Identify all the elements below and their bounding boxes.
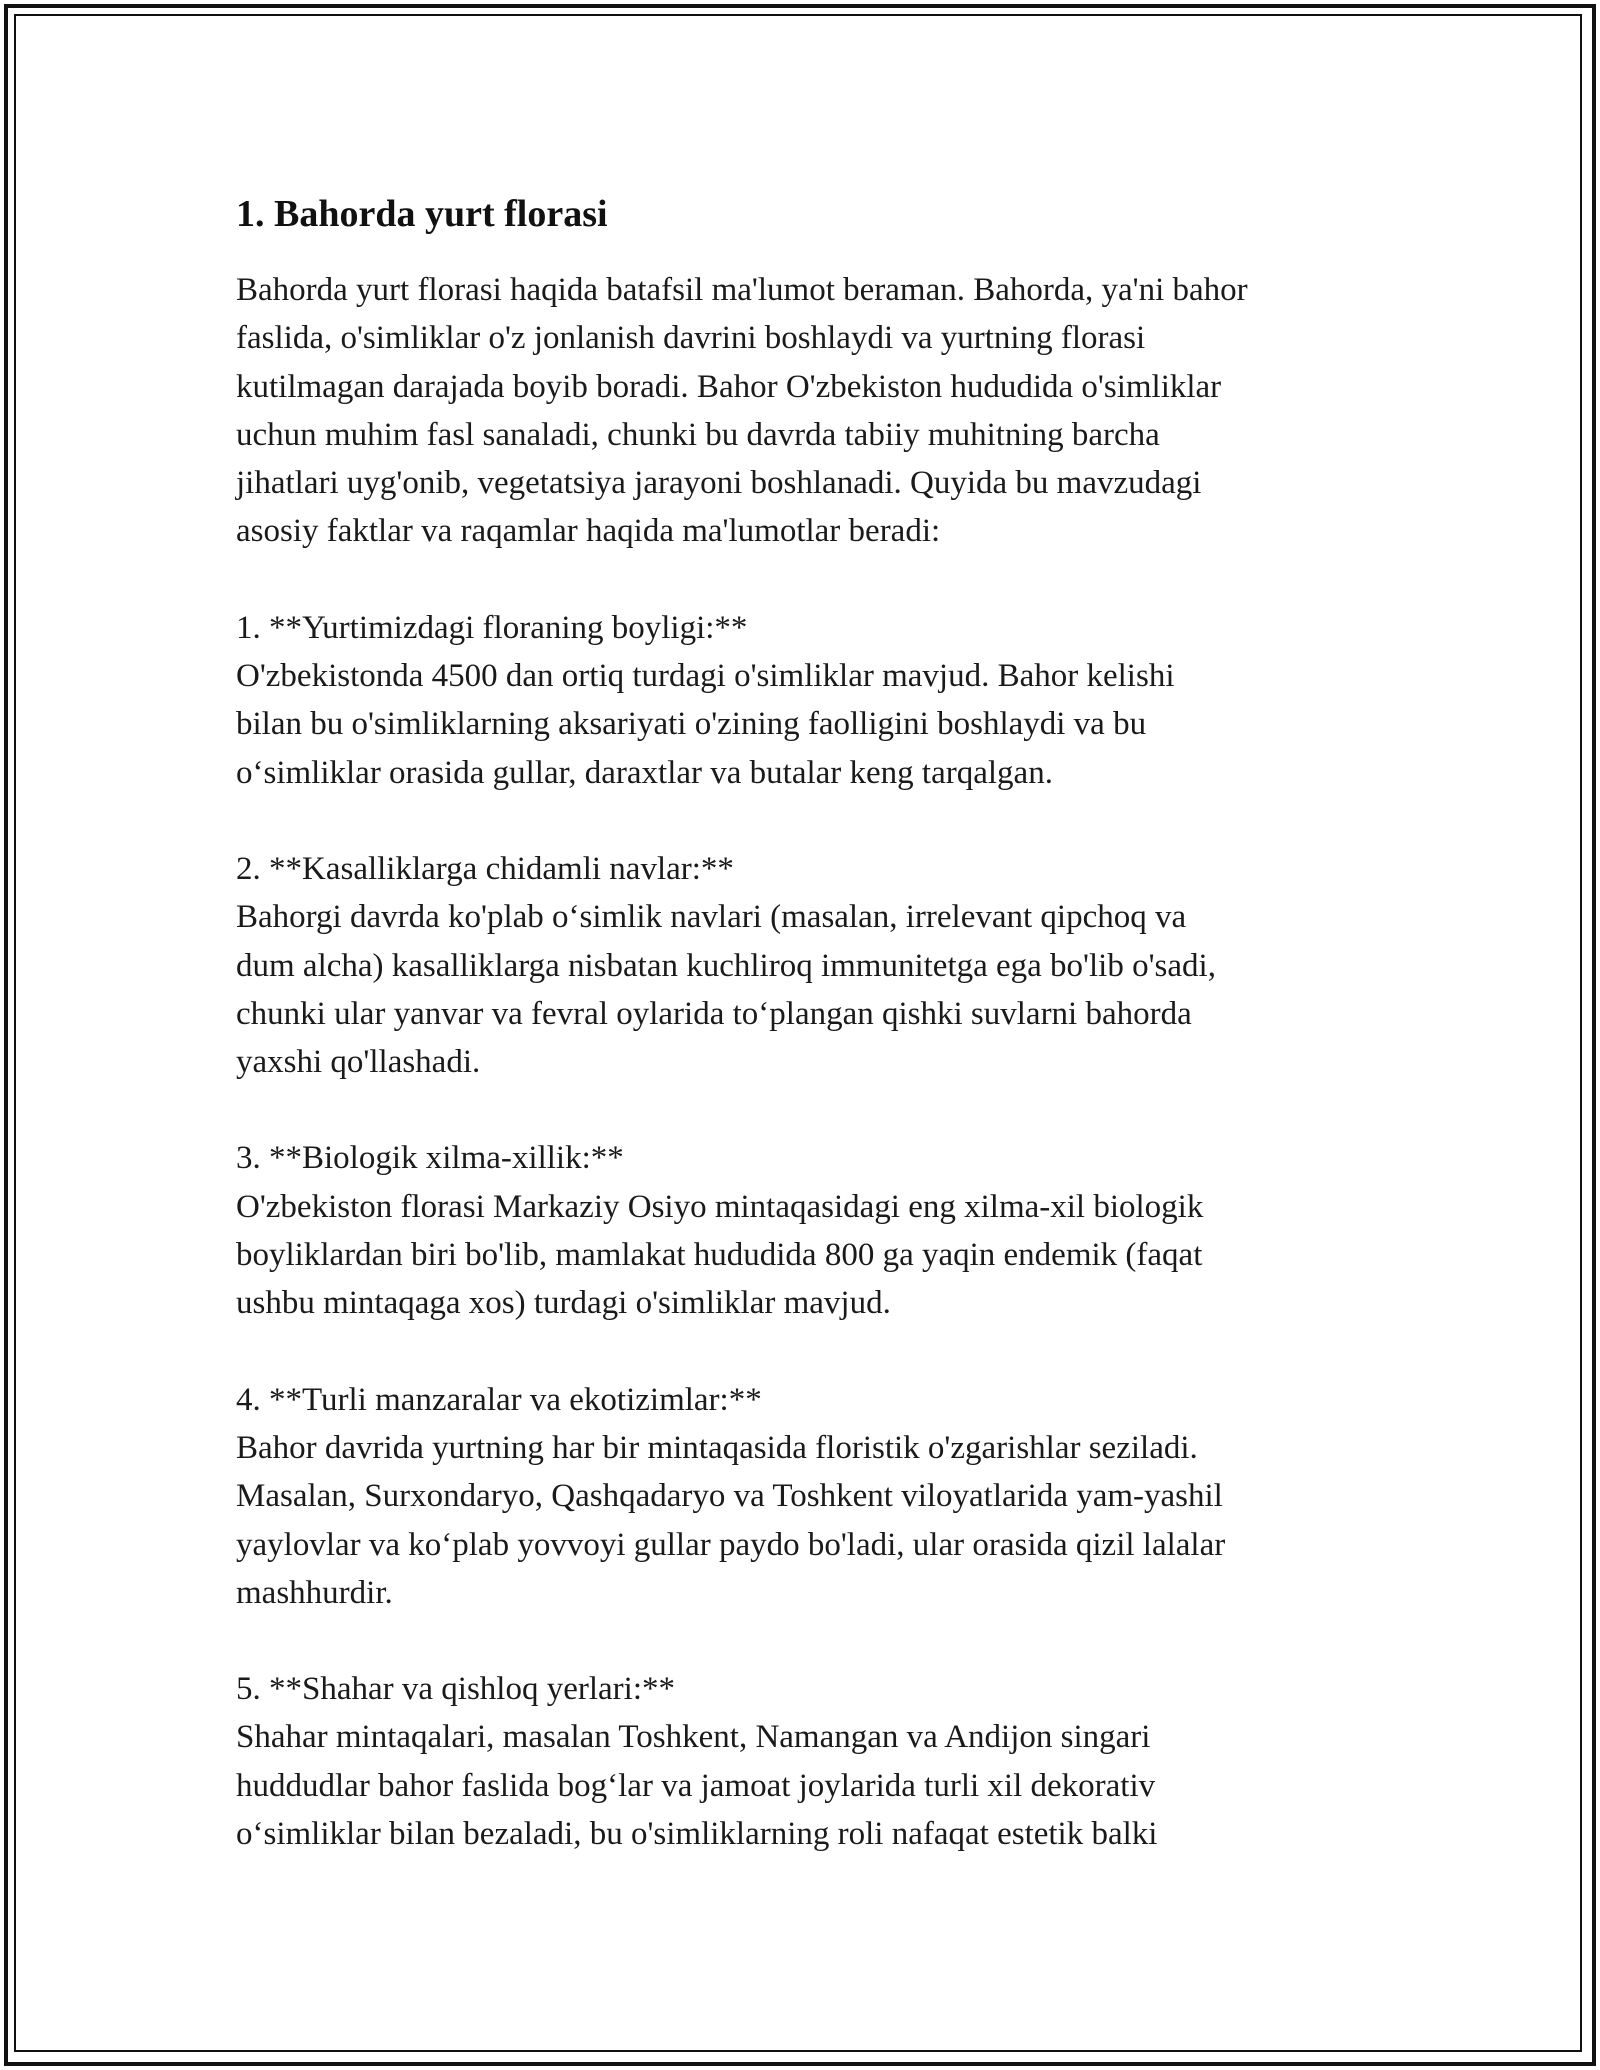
- list-item-heading: 2. **Kasalliklarga chidamli navlar:**: [236, 850, 734, 887]
- list-item: [236, 845, 1386, 1086]
- list-item-body: O'zbekistonda 4500 dan ortiq turdagi o'simliklar mavjud. Bahor kelishi bilan bu o'simliklarning aksariyati o'zining faolligini boshlaydi va bu o‘simliklar orasida gullar, daraxtlar va butalar keng tarqalgan.: [236, 658, 1175, 791]
- list-item-heading: 1. **Yurtimizdagi floraning boyligi:**: [236, 609, 748, 646]
- section-title: 1. Bahorda yurt florasi: [236, 193, 608, 235]
- list-item-heading: 5. **Shahar va qishloq yerlari:**: [236, 1671, 675, 1708]
- list-item-body: Bahor davrida yurtning har bir mintaqasida floristik o'zgarishlar seziladi. Masalan, Surxondaryo, Qashqadaryo va Toshkent viloyatlarida yam-yashil yaylovlar va ko‘plab yovvoyi gullar paydo bo'ladi, ular orasida qizil lalalar mashhurdir.: [236, 1429, 1226, 1611]
- list-item: [236, 1134, 1386, 1327]
- list-item: [236, 1665, 1386, 1858]
- list-item-body: Shahar mintaqalari, masalan Toshkent, Namangan va Andijon singari huddudlar bahor faslida bog‘lar va jamoat joylarida turli xil dekorativ o‘simliklar bilan bezaladi, bu o'simliklarning roli nafaqat estetik balki: [236, 1719, 1158, 1853]
- list-item-heading: 4. **Turli manzaralar va ekotizimlar:**: [236, 1381, 762, 1418]
- list-item-body: O'zbekiston florasi Markaziy Osiyo mintaqasidagi eng xilma-xil biologik boyliklardan biri bo'lib, mamlakat hududida 800 ga yaqin endemik (faqat ushbu mintaqaga xos) turdagi o'simliklar mavjud.: [236, 1188, 1204, 1322]
- list-item-heading: 3. **Biologik xilma-xillik:**: [236, 1140, 624, 1177]
- intro-paragraph: Bahorda yurt florasi haqida batafsil ma'lumot beraman. Bahorda, ya'ni bahor faslida, o'simliklar o'z jonlanish davrini boshlaydi va yurtning florasi kutilmagan darajada boyib boradi. Bahor O'zbekiston hududida o'simliklar uchun muhim fasl sanaladi, chunki bu davrda tabiiy muhitning barcha jihatlari uyg'onib, vegetatsiya jarayoni boshlanadi. Quyida bu mavzudagi asosiy faktlar va raqamlar haqida ma'lumotlar beradi:: [236, 272, 1248, 550]
- list-item: [236, 1376, 1386, 1617]
- list-item-body: Bahorgi davrda ko'plab o‘simlik navlari (masalan, irrelevant qipchoq va dum alcha) kasalliklarga nisbatan kuchliroq immunitetga ega bo'lib o'sadi, chunki ular yanvar va fevral oylarida to‘plangan qishki suvlarni bahorda yaxshi qo'llashadi.: [236, 899, 1216, 1081]
- document-page: [236, 188, 1386, 1858]
- list-item: [236, 604, 1386, 797]
